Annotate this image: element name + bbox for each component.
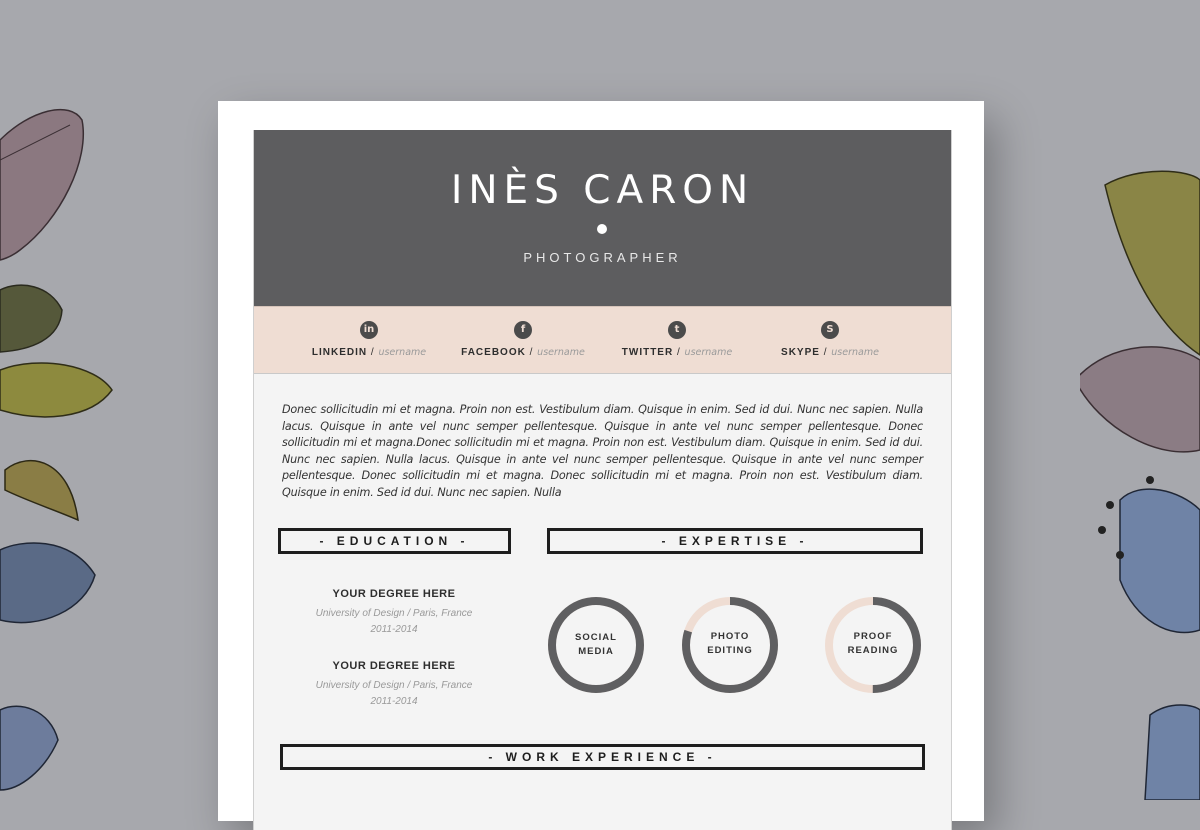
social-username: username: [831, 347, 879, 358]
social-label: SKYPE: [781, 347, 820, 358]
resume-sheet: [218, 101, 984, 821]
education-entry: [278, 588, 510, 635]
social-username: username: [684, 347, 733, 358]
resume-header: [254, 130, 951, 306]
social-item-twitter[interactable]: [602, 321, 752, 358]
twitter-icon: t: [668, 321, 686, 339]
intro-paragraph: Donec sollicitudin mi et magna. Proin non est. Vestibulum diam. Quisque in enim. Sed id dui. Nunc nec sapien. Nulla lacus. Quisque in ante vel nunc semper pellentesque. Quisque in ante vel nunc semper pellentesque. Donec sollicitudin mi et magna.Donec sollicitudin mi et magna. Proin non est. Vestibulum diam. Quisque in enim. Sed id dui. Nunc nec sapien. Nulla lacus. Quisque in ante vel nunc semper pellentesque. Quisque in ante vel nunc semper pellentesque. Donec sollicitudin mi et magna. Donec sollicitudin mi et magna. Proin non est. Vestibulum diam. Quisque in enim. Sed id dui. Nunc nec sapien. Nulla: [282, 403, 923, 499]
degree-title: YOUR DEGREE HERE: [332, 588, 456, 600]
social-separator: /: [823, 347, 828, 358]
skill-label: PHOTO EDITING: [707, 631, 753, 656]
social-separator: /: [529, 347, 534, 358]
skype-icon: S: [821, 321, 839, 339]
social-separator: /: [676, 347, 681, 358]
name-title: INÈS CARON: [450, 168, 755, 213]
social-username: username: [378, 347, 427, 358]
role-subtitle: PHOTOGRAPHER: [523, 250, 682, 265]
linkedin-icon: in: [360, 321, 378, 339]
social-item-skype[interactable]: [755, 321, 905, 358]
degree-title: YOUR DEGREE HERE: [332, 660, 456, 672]
skill-ring-photo-editing: [681, 596, 779, 694]
social-label: FACEBOOK: [461, 347, 526, 358]
school-name: University of Design / Paris, France: [315, 608, 473, 619]
education-entry: [278, 660, 510, 707]
education-years: 2011-2014: [370, 696, 418, 707]
expertise-heading: - EXPERTISE -: [547, 528, 923, 554]
social-bar: [254, 306, 951, 374]
social-username: username: [537, 347, 585, 358]
botanical-decoration-left: [0, 100, 120, 800]
social-separator: /: [370, 347, 375, 358]
facebook-icon: f: [514, 321, 532, 339]
social-item-facebook[interactable]: [448, 321, 598, 358]
skill-ring-proof-reading: [824, 596, 922, 694]
header-dot: [597, 224, 607, 234]
social-label: LINKEDIN: [311, 347, 368, 358]
social-item-linkedin[interactable]: [294, 321, 444, 358]
resume-page: [253, 130, 952, 830]
education-heading: - EDUCATION -: [278, 528, 511, 554]
botanical-decoration-right: [1080, 160, 1200, 800]
social-label: TWITTER: [621, 347, 674, 358]
work-experience-heading: - WORK EXPERIENCE -: [280, 744, 925, 770]
skill-ring-social-media: [547, 596, 645, 694]
education-years: 2011-2014: [370, 624, 418, 635]
skill-label: SOCIAL MEDIA: [575, 632, 617, 657]
school-name: University of Design / Paris, France: [315, 680, 473, 691]
skill-label: PROOF READING: [847, 631, 899, 656]
